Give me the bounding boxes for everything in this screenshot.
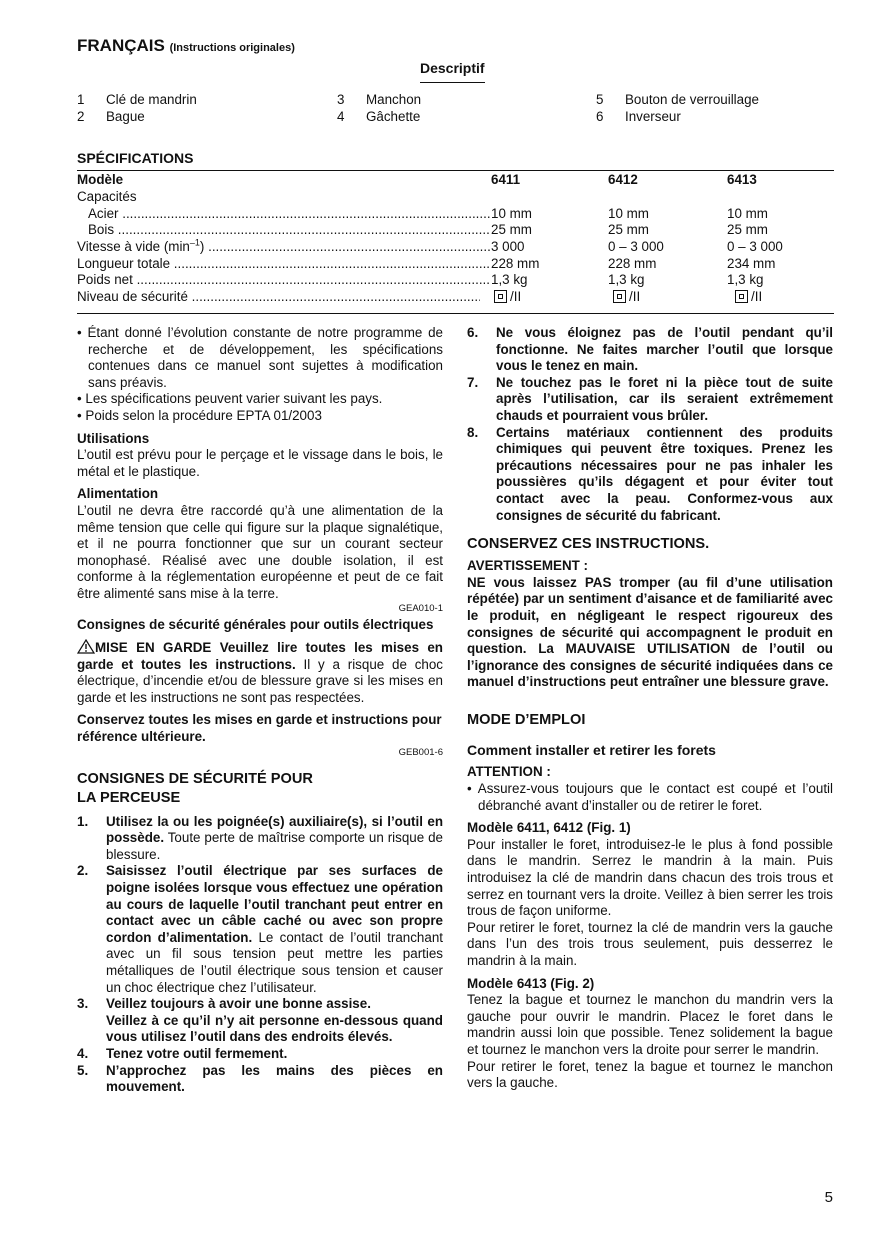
descriptif-item: 4 Gâchette [337, 109, 421, 124]
specifications-title: SPÉCIFICATIONS [77, 150, 194, 166]
spec-row: Longueur totale ..... 228 mm 228 mm 234 mm [77, 256, 837, 273]
list-item: 8. Certains matériaux contiennent des produits chimiques qui peuvent être toxiques. Prenez les précautions nécessaires pour ne pas inhaler les poussières qu’ils dégagent et pour éviter tout contact avec la peau. Conformez-vous aux consignes de sécurité du fabricant. [467, 424, 833, 523]
descriptif-item: 1 Clé de mandrin [77, 92, 197, 107]
list-item: 6. Ne vous éloignez pas de l’outil pendant qu’il fonctionne. Ne faites marcher l’outil que lorsque vous le tenez en main. [467, 325, 833, 374]
avertissement-text: NE vous laissez PAS tromper (au fil d’une utilisation répétée) par un sentiment d’aisance et de familiarité avec le produit, en négligeant le respect rigoureux des consignes de sécurité qui accompagnent le produit en question. La MAUVAISE UTILISATION de l’outil ou l’ignorance des consignes de sécurité indiquées dans ce manuel d’instructions peut entraîner une blessure grave. [467, 574, 833, 690]
list-item: 7. Ne touchez pas le foret ni la pièce tout de suite après l’utilisation, car ils seraient extrêmement chauds et pourraient vous brûler. [467, 374, 833, 423]
list-item: • Étant donné l’évolution constante de notre programme de recherche et de développement, les spécifications contenues dans ce manuel sont sujettes à modification sans préavis. [77, 325, 443, 390]
alimentation-title: Alimentation [77, 486, 159, 502]
double-insulation-icon [735, 290, 748, 303]
spec-row: Poids net ..... 1,3 kg 1,3 kg 1,3 kg [77, 272, 837, 289]
conservez-title: CONSERVEZ CES INSTRUCTIONS. [467, 536, 710, 553]
reference-code: GEA010-1 [398, 602, 443, 614]
list-item: 5. N’approchez pas les mains des pièces en mouvement. [77, 1062, 443, 1095]
install-title: Comment installer et retirer les forets [467, 741, 716, 758]
spec-header-row: Modèle 6411 6412 6413 [77, 172, 757, 187]
model-6411-text: Pour installer le foret, introduisez-le le plus à fond possible dans le mandrin. Serrez le mandrin à la main. Puis introduisez la clé de mandrin dans chacun des trois trous et serrez en tournant vers la droite. Veillez à bien serrer les trois trous de façon uniforme. [467, 836, 833, 919]
perceuse-list [77, 814, 443, 1096]
list-item: 4. Tenez votre outil fermement. [77, 1045, 288, 1061]
perceuse-title: CONSIGNES DE SÉCURITÉ POUR LA PERCEUSE [77, 770, 313, 806]
language-label: FRANÇAIS [77, 36, 165, 55]
warning-paragraph: MISE EN GARDE Veuillez lire toutes les mises en garde et toutes les instructions. Il y a risque de choc électrique, d’incendie et/ou de blessure grave si les mises en garde et les instructions ne sont pas respectées. [77, 640, 443, 705]
alimentation-text: L’outil ne devra être raccordé qu’à une alimentation de la même tension que celle qui figure sur la plaque signalétique, et il ne pourra fonctionner que sur un courant secteur monophasé. Réalisé avec une double isolation, il est conforme à la réglementation européenne et peut de ce fait être alimenté sans mise à la terre. [77, 502, 443, 601]
descriptif-item: 2 Bague [77, 109, 145, 124]
page-number: 5 [824, 1189, 833, 1206]
model-6411-title: Modèle 6411, 6412 (Fig. 1) [467, 820, 631, 836]
descriptif-item: 6 Inverseur [596, 109, 681, 124]
utilisations-text: L’outil est prévu pour le perçage et le vissage dans le bois, le métal et le plastique. [77, 447, 443, 479]
model-6413-text: Pour retirer le foret, tenez la bague et tournez le manchon vers la gauche. [467, 1058, 833, 1091]
spec-row: Vitesse à vide $(\min^{-1})$ ..... 3 000 0 – 3 000 0 – 3 000 [77, 239, 837, 256]
page-language-title [77, 38, 295, 57]
double-insulation-icon [613, 290, 626, 303]
conserve-warning: Conservez toutes les mises en garde et instructions pour référence ultérieure. [77, 712, 442, 745]
general-safety-title: Consignes de sécurité générales pour outils électriques [77, 616, 434, 632]
spec-row: Niveau de sécurité ..... /II /II /II [77, 289, 837, 306]
right-column [467, 325, 833, 1092]
divider [77, 313, 834, 314]
model-6413-text: Tenez la bague et tournez le manchon du mandrin vers la gauche pour ouvrir le mandrin. Placez le foret dans le mandrin aussi loin que possible. Tenez solidement la bague et tournez le manchon vers la droite pour serrer le mandrin. [467, 992, 833, 1057]
avertissement-title: AVERTISSEMENT : [467, 558, 589, 574]
list-item: • Poids selon la procédure EPTA 01/2003 [77, 407, 322, 423]
warning-icon [77, 639, 95, 654]
list-item: • Assurez-vous toujours que le contact est coupé et l’outil débranché avant d’installer ou de retirer le foret. [467, 781, 833, 813]
model-6411-text: Pour retirer le foret, tournez la clé de mandrin vers la gauche dans l’un des trois trous seulement, puis desserrez le mandrin à la main. [467, 919, 833, 968]
descriptif-title: Descriptif [420, 60, 485, 83]
list-item: 2. Saisissez l’outil électrique par ses surfaces de poigne isolées lorsque vous effectuez une opération au cours de laquelle l’outil tranchant peut entrer en contact avec un câble caché ou avec son propre cordon d’alimentation. Le contact de l’outil tranchant avec un fil sous tension peut mettre les parties métalliques de l’outil électrique sous tension et causer un choc électrique chez l’utilisateur. [77, 863, 443, 995]
list-item: 3. Veillez toujours à avoir une bonne assise. Veillez à ce qu’il n’y ait personne en-dessous quand vous utilisez l’outil dans des endroits élevés. [77, 996, 443, 1045]
list-item: • Les spécifications peuvent varier suivant les pays. [77, 391, 383, 407]
descriptif-item: 5 Bouton de verrouillage [596, 92, 759, 107]
mode-emploi-title: MODE D’EMPLOI [467, 711, 586, 728]
attention-title: ATTENTION : [467, 764, 551, 780]
spec-row: Acier ..... 10 mm 10 mm 10 mm [77, 206, 837, 223]
list-item: 1. Utilisez la ou les poignée(s) auxiliaire(s), si l’outil en possède. Toute perte de maîtrise comporte un risque de blessure. [77, 813, 443, 862]
descriptif-item: 3 Manchon [337, 92, 422, 107]
spec-row: Bois ..... 25 mm 25 mm 25 mm [77, 222, 837, 239]
utilisations-title: Utilisations [77, 430, 150, 446]
spec-row: Capacités [77, 189, 137, 204]
model-6413-title: Modèle 6413 (Fig. 2) [467, 975, 595, 991]
divider [77, 170, 834, 171]
language-subtitle: (Instructions originales) [169, 42, 295, 54]
left-column [77, 325, 443, 1096]
reference-code: GEB001-6 [398, 746, 443, 758]
double-insulation-icon [494, 290, 507, 303]
